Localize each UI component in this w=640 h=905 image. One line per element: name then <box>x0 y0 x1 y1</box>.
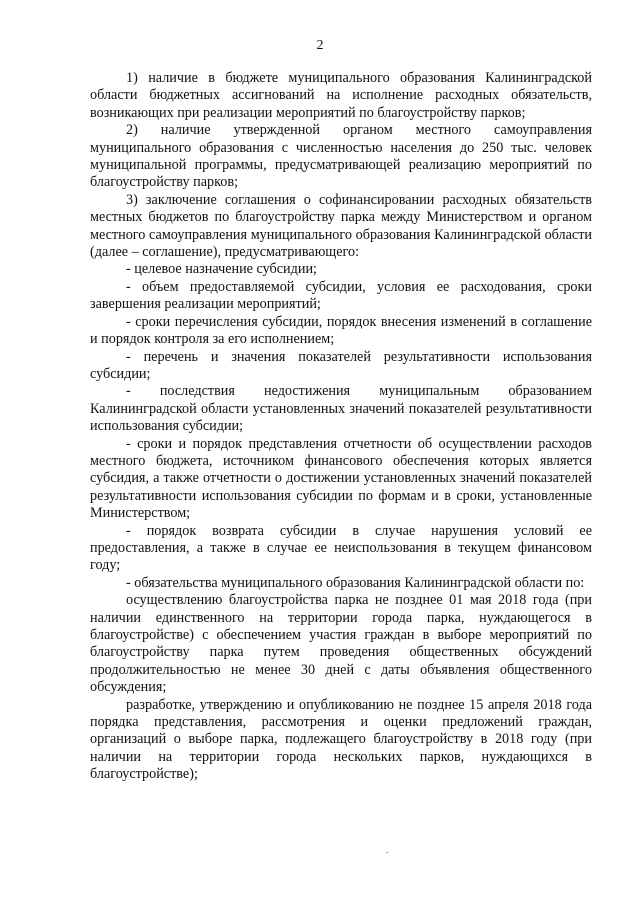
list-item-refund: - порядок возврата субсидии в случае нарушения условий ее предоставления, а также в случае ее неиспользования в текущем финансовом году; <box>90 522 592 574</box>
paragraph-condition-3: 3) заключение соглашения о софинансировании расходных обязательств местных бюджетов по благоустройству парка между Министерством и органом местного самоуправления муниципального образования Калининградской области (далее – соглашение), предусматривающего: <box>90 191 592 261</box>
list-item-reporting: - сроки и порядок представления отчетности об осуществлении расходов местного бюджета, источником финансового обеспечения которых является субсидия, а также отчетности о достижении установленных значений показателей результативности использования субсидии по формам и в сроки, установленные Министерством; <box>90 435 592 522</box>
list-item-consequences: - последствия недостижения муниципальным образованием Калининградской области установленных значений показателей результативности использования субсидии; <box>90 383 592 435</box>
paragraph-condition-2: 2) наличие утвержденной органом местного самоуправления муниципального образования с численностью населения до 250 тыс. человек муниципальной программы, предусматривающей реализацию мероприятий по благоустройству парков; <box>90 122 592 191</box>
document-body <box>90 70 592 784</box>
list-item-purpose: - целевое назначение субсидии; <box>126 261 317 278</box>
scan-speck <box>386 852 388 853</box>
page-number: 2 <box>316 38 324 53</box>
obligation-procedure: разработке, утверждению и опубликованию не позднее 15 апреля 2018 года порядка представления, рассмотрения и оценки предложений граждан, организаций о выборе парка, подлежащего благоустройству в 2018 году (при наличии на территории города нескольких парков, нуждающихся в благоустройстве); <box>90 696 592 783</box>
list-item-volume: - объем предоставляемой субсидии, условия ее расходования, сроки завершения реализации мероприятий; <box>90 278 592 313</box>
list-item-transfer-terms: - сроки перечисления субсидии, порядок внесения изменений в соглашение и порядок контроля за его исполнением; <box>90 313 592 348</box>
obligation-improvement: осуществлению благоустройства парка не позднее 01 мая 2018 года (при наличии единственного на территории города парка, нуждающегося в благоустройстве) с обеспечением участия граждан в выборе мероприятий по благоустройству парка путем проведения общественных обсуждений продолжительностью не менее 30 дней с даты объявления общественного обсуждения; <box>90 592 592 696</box>
list-item-obligations: - обязательства муниципального образования Калининградской области по: <box>126 574 585 591</box>
list-item-indicators: - перечень и значения показателей результативности использования субсидии; <box>90 348 592 382</box>
paragraph-condition-1: 1) наличие в бюджете муниципального образования Калининградской области бюджетных ассигнований на исполнение расходных обязательств, возникающих при реализации мероприятий по благоустройству парков; <box>90 70 592 121</box>
